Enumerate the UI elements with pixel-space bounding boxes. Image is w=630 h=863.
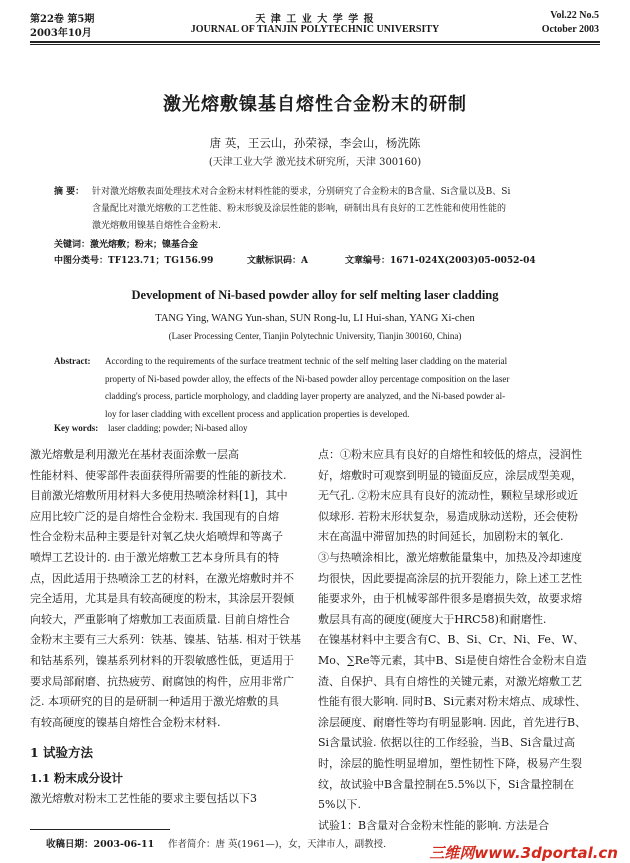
paper-title-en: Development of Ni-based powder alloy for self melting laser cladding	[131, 288, 499, 302]
body-line: 无气孔. ②粉末应具有良好的流动性，颗粒呈球形或近	[318, 489, 578, 503]
body-line: Si含量试验. 依据以往的工作经验，当B、Si含量过高	[318, 736, 576, 750]
body-line: 好，熔敷时可观察到明显的镜面反应，涂层成型美观，	[318, 468, 582, 482]
issue-date-en: October 2003	[541, 24, 599, 35]
abstract-en-label: Abstract:	[54, 356, 91, 366]
authors-en: TANG Ying, WANG Yun-shan, SUN Rong-lu, LI Hui-shan, YANG Xi-chen	[155, 313, 475, 324]
body-line: 敷层具有高的硬度(硬度大于HRC58)和耐磨性.	[318, 612, 547, 626]
document-code: 文献标识码：A	[247, 256, 308, 266]
body-line: 向较大，严重影响了熔敷加工表面质量. 目前自熔性合	[30, 612, 290, 626]
body-line: 目前激光熔敷所用材料大多使用热喷涂材料[1]，其中	[30, 489, 288, 503]
body-line: 性合金粉末品种主要是针对氧乙炔火焰喷焊和等离子	[30, 530, 283, 544]
body-line: 均很快，因此要提高涂层的抗开裂能力，除上述工艺性	[318, 571, 582, 585]
journal-name-en: JOURNAL OF TIANJIN POLYTECHNIC UNIVERSITY	[190, 24, 440, 35]
received-date: 收稿日期：2003-06-11	[46, 839, 155, 850]
subsection-heading: 1.1 粉末成分设计	[30, 771, 124, 785]
body-line: 要求局部耐磨、抗热疲劳、耐腐蚀的构件，应用非常广	[30, 674, 294, 688]
watermark: 三维网www.3dportal.cn	[429, 844, 618, 862]
body-line: 性能有很大影响. 同时B、Si元素对粉末熔点、成球性、	[318, 695, 587, 709]
body-line: 渣、自保护、具有自熔性的关键元素，对激光熔敷工艺	[318, 674, 582, 688]
keywords-en-label: Key words:	[54, 423, 99, 433]
body-line: 激光熔敷对粉末工艺性能的要求主要包括以下3	[30, 792, 257, 805]
body-line: 点：①粉末应具有良好的自熔性和较低的熔点，浸润性	[318, 448, 582, 461]
body-line: 似球形. 若粉末形状复杂，易造成脉动送粉，还会使粉	[318, 509, 578, 523]
header-rule	[30, 41, 600, 43]
body-line: Mo、∑Re等元素，其中B、Si是使自熔性合金粉末自造	[318, 654, 587, 667]
affiliation-en: (Laser Processing Center, Tianjin Polytechnic University, Tianjin 300160, China)	[168, 331, 462, 341]
abstract-en-line: According to the requirements of the surface treatment technic of the self melting laser cladding on the material	[105, 356, 508, 366]
body-line: 喷焊工艺设计的. 由于激光熔敷工艺本身所具有的特	[30, 551, 279, 564]
body-line: 涂层硬度、耐磨性等均有明显影响. 因此，首先进行B、	[318, 715, 587, 729]
body-line: 有较高硬度的镍基自熔性合金粉末材料.	[30, 715, 221, 729]
volume-issue-cn: 第22卷 第5期	[30, 14, 95, 25]
journal-name-cn: 天 津 工 业 大 学 学 报	[255, 14, 375, 25]
abstract-en-line: property of Ni-based powder alloy, the effects of the Ni-based powder alloy percentage composition on the laser	[105, 373, 510, 384]
abstract-en-line: cladding's process, particle morphology, and cladding layer property are analyzed, and the Ni-based powder al-	[105, 391, 506, 401]
clc-number: 中图分类号：TF123.71；TG156.99	[54, 256, 214, 266]
body-line: 泛. 本项研究的目的是研制一种适用于激光熔敷的具	[30, 695, 279, 709]
abstract-cn-label: 摘 要：	[54, 187, 85, 197]
body-line: 激光熔敷是利用激光在基材表面涂敷一层高	[30, 448, 239, 461]
affiliation-cn: (天津工业大学 激光技术研究所，天津 300160)	[208, 157, 422, 168]
body-line: 试验1：B含量对合金粉末性能的影响. 方法是合	[318, 818, 550, 832]
author-bio: 作者简介：唐 英(1961—)，女，天津市人，副教授.	[168, 839, 387, 850]
body-line: 金粉末主要有三大系列：铁基、镍基、钴基. 相对于铁基	[30, 633, 301, 647]
article-number: 文章编号：1671-024X(2003)05-0052-04	[345, 256, 536, 266]
body-line: 和钴基系列，镍基系列材料的开裂敏感性低，更适用于	[30, 654, 294, 667]
volume-issue-en: Vol.22 No.5	[550, 10, 599, 21]
abstract-cn-line: 含量配比对激光熔敷的工艺性能、粉末形貌及涂层性能的影响，研制出具有良好的工艺性能和使用性能的	[92, 204, 507, 214]
abstract-cn-line: 针对激光熔敷表面处理技术对合金粉末材料性能的要求，分别研究了合金粉末的B含量、Si含量以及B、Si	[92, 187, 511, 197]
body-line: 纹，故试验中B含量控制在5.5%以下，Si含量控制在	[318, 777, 575, 791]
body-line: 在镍基材料中主要含有C、B、Si、Cr、Ni、Fe、W、	[318, 633, 585, 647]
body-line: 末在高温中滞留加热的时间延长，加剧粉末的氧化.	[318, 530, 564, 544]
keywords-en: laser cladding; powder; Ni-based alloy	[108, 423, 248, 433]
header-rule-thin	[30, 44, 600, 45]
body-line: 能要求外，由于机械零部件很多是磨损失效，故要求熔	[318, 592, 582, 606]
paper-title-cn: 激光熔敷镍基自熔性合金粉末的研制	[163, 94, 467, 115]
abstract-en-line: loy for laser cladding with excellent process and application properties is developed.	[105, 408, 410, 419]
body-line: ③与热喷涂相比，激光熔敷能量集中，加热及冷却速度	[318, 551, 582, 564]
body-line: 5%以下.	[318, 798, 361, 812]
body-line: 点，因此适用于热喷涂工艺的材料，在激光熔敷时并不	[30, 571, 294, 585]
issue-date-cn: 2003年10月	[30, 28, 92, 39]
abstract-cn-line: 激光熔敷用镍基自熔性合金粉末.	[92, 221, 221, 231]
keywords-cn: 关键词：激光熔敷；粉末；镍基合金	[54, 240, 199, 250]
body-line: 应用比较广泛的是自熔性合金粉末. 我国现有的自熔	[30, 509, 279, 523]
body-line: 完全适用，尤其是具有较高硬度的粉末，其涂层开裂倾	[30, 592, 294, 606]
section-heading: 1 试验方法	[30, 745, 94, 760]
body-line: 时，涂层的脆性明显增加，塑性韧性下降，极易产生裂	[318, 757, 582, 770]
body-line: 性能材料、使零部件表面获得所需要的性能的新技术.	[30, 468, 287, 482]
footnote-rule	[30, 829, 170, 830]
authors-cn: 唐 英，王云山，孙荣禄，李会山，杨洗陈	[209, 136, 421, 150]
